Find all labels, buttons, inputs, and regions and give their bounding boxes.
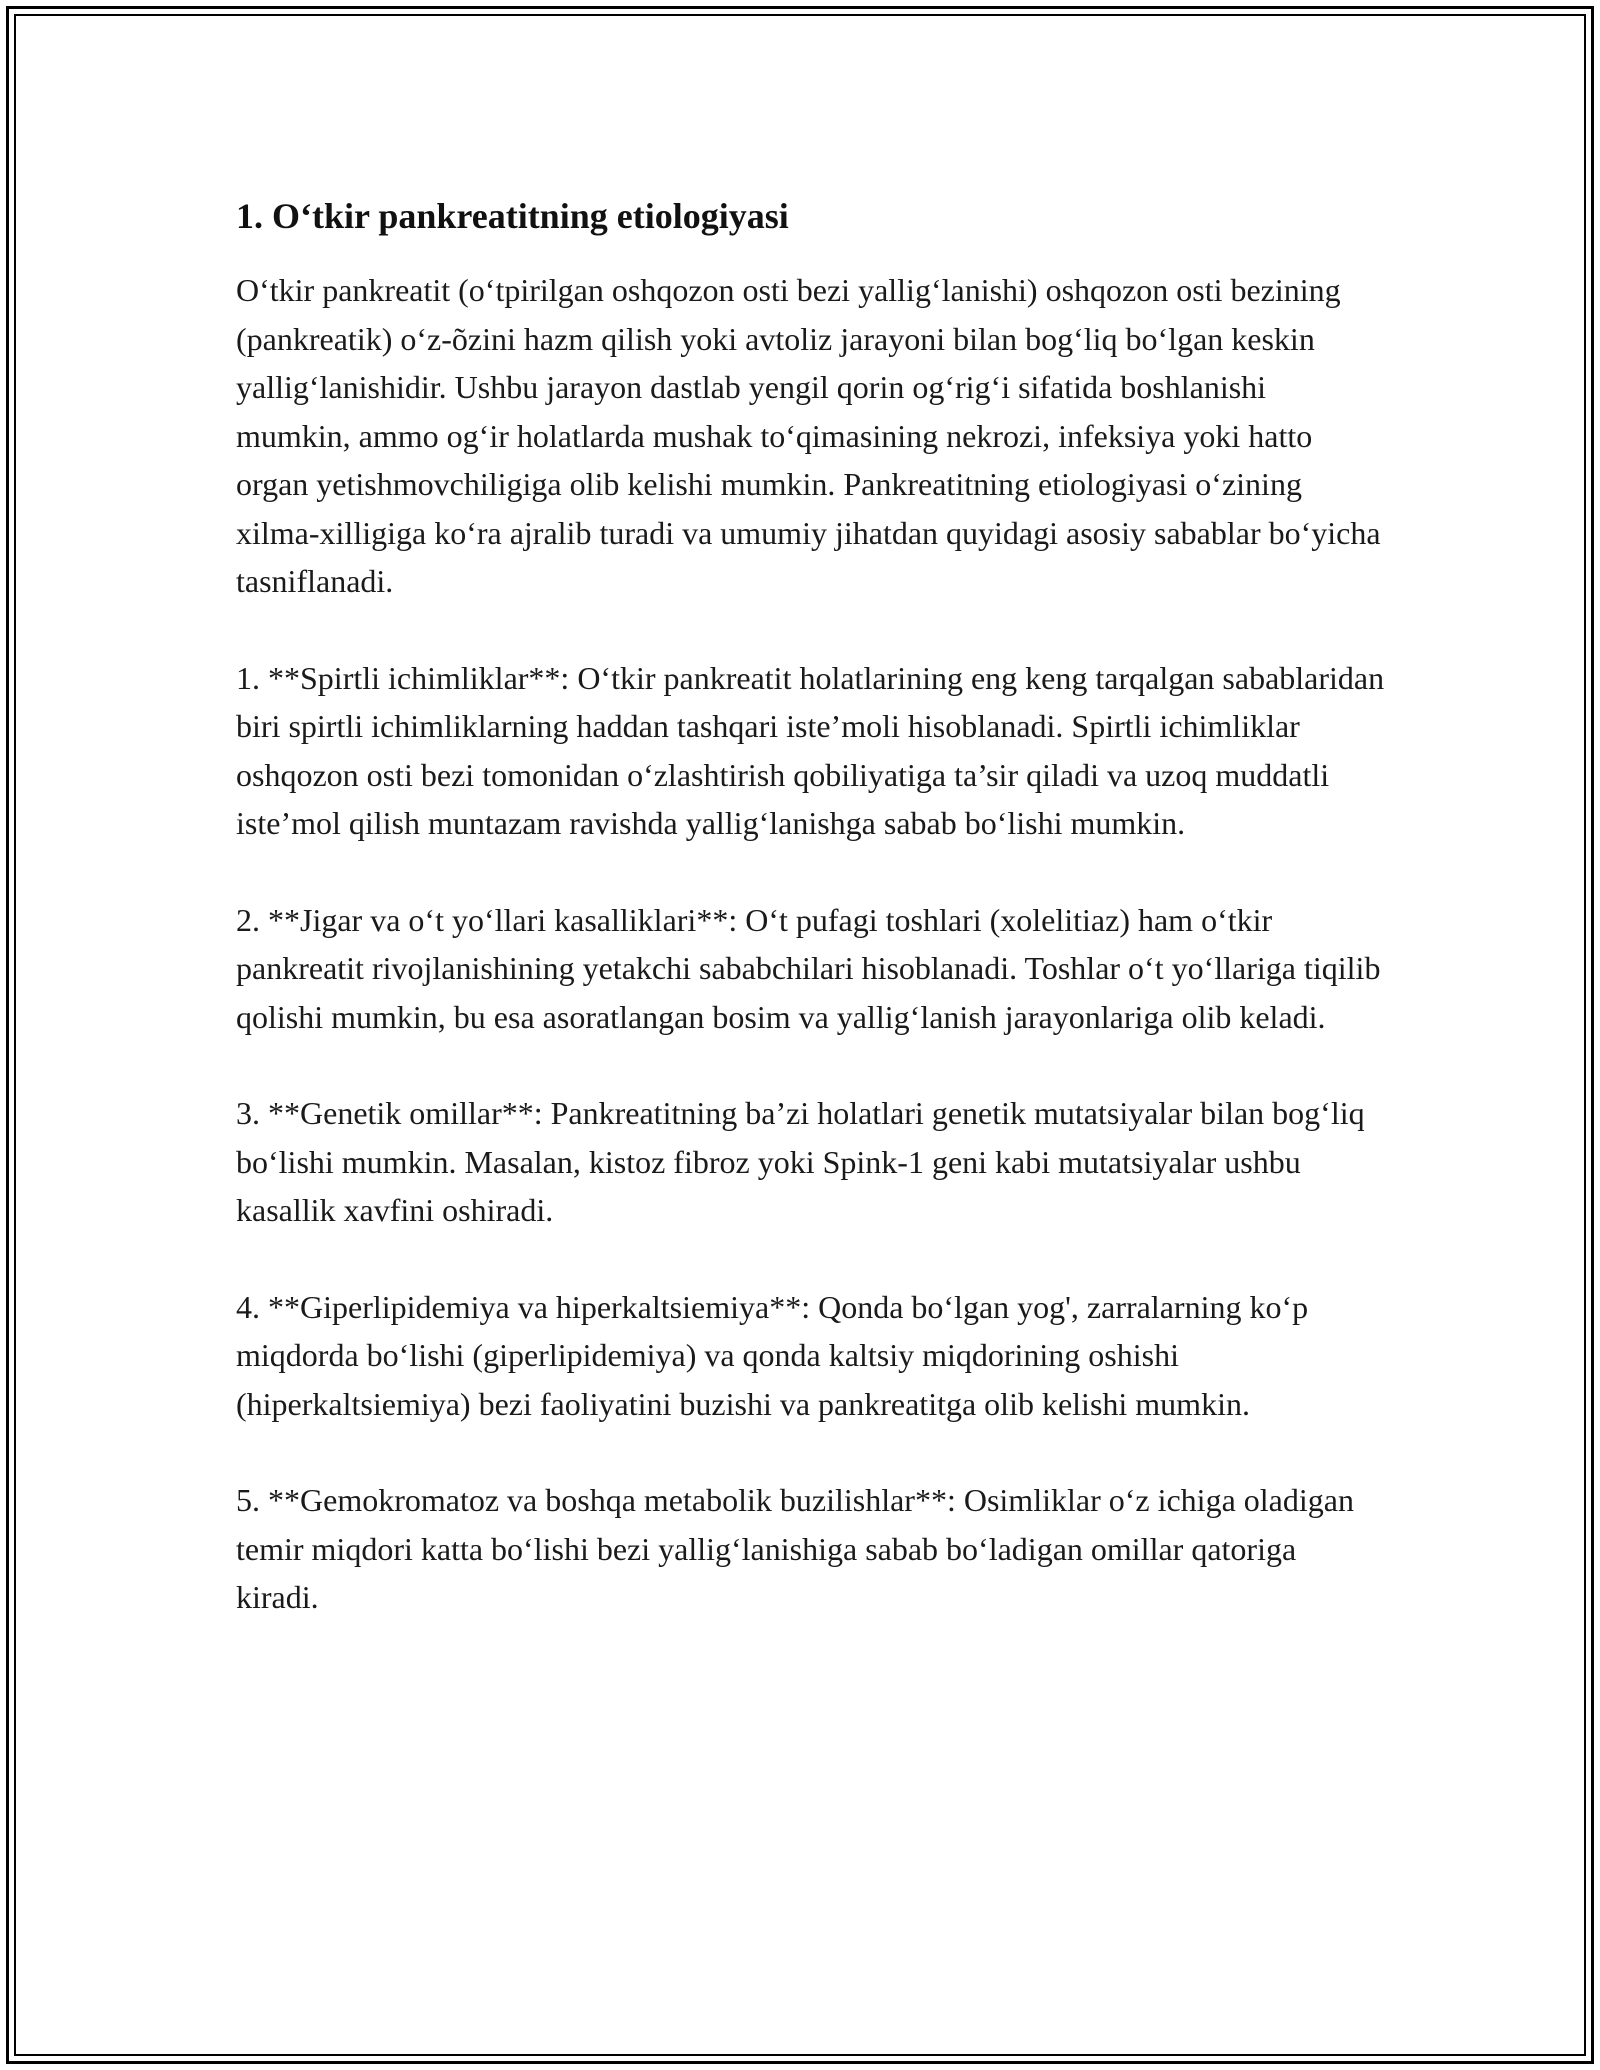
list-item-hemochromatosis: 5. **Gemokromatoz va boshqa metabolik buzilishlar**: Osimliklar o‘z ichiga oladigan temir miqdori katta bo‘lishi bezi yallig‘lanishiga sabab bo‘ladigan omillar qatoriga kiradi. bbox=[236, 1482, 1354, 1615]
section-heading: 1. O‘tkir pankreatitning etiologiyasi bbox=[236, 196, 789, 236]
list-item-alcohol: 1. **Spirtli ichimliklar**: O‘tkir pankreatit holatlarining eng keng tarqalgan sabablaridan biri spirtli ichimliklarning haddan tashqari iste’moli hisoblanadi. Spirtli ichimliklar oshqozon osti bezi tomonidan o‘zlashtirish qobiliyatiga ta’sir qiladi va uzoq muddatli iste’mol qilish muntazam ravishda yallig‘lanishga sabab bo‘lishi mumkin. bbox=[236, 659, 1385, 841]
list-item-metabolic: 4. **Giperlipidemiya va hiperkaltsiemiya**: Qonda bo‘lgan yog', zarralarning ko‘p miqdorda bo‘lishi (giperlipidemiya) va qonda kaltsiy miqdorining oshishi (hiperkaltsiemiya) bezi faoliyatini buzishi va pankreatitga olib kelishi mumkin. bbox=[236, 1288, 1309, 1422]
intro-paragraph: O‘tkir pankreatit (o‘tpirilgan oshqozon osti bezi yallig‘lanishi) oshqozon osti bezining (pankreatik) o‘z-õzini hazm qilish yoki avtoliz jarayoni bilan bog‘liq bo‘lgan keskin yallig‘lanishidir. Ushbu jarayon dastlab yengil qorin og‘rig‘i sifatida boshlanishi mumkin, ammo og‘ir holatlarda mushak to‘qimasining nekrozi, infeksiya yoki hatto organ yetishmovchiligiga olib kelishi mumkin. Pankreatitning etiologiyasi o‘zining xilma-xilligiga ko‘ra ajralib turadi va umumiy jihatdan quyidagi asosiy sabablar bo‘yicha tasniflanadi. bbox=[236, 272, 1381, 599]
list-item-genetic: 3. **Genetik omillar**: Pankreatitning ba’zi holatlari genetik mutatsiyalar bilan bog‘liq bo‘lishi mumkin. Masalan, kistoz fibroz yoki Spink-1 geni kabi mutatsiyalar ushbu kasallik xavfini oshiradi. bbox=[236, 1095, 1365, 1228]
document-body bbox=[236, 190, 1386, 1670]
list-item-biliary: 2. **Jigar va o‘t yo‘llari kasalliklari**: O‘t pufagi toshlari (xolelitiaz) ham o‘tkir pankreatit rivojlanishining yetakchi sababchilari hisoblanadi. Toshlar o‘t yo‘llariga tiqilib qolishi mumkin, bu esa asoratlangan bosim va yallig‘lanish jarayonlariga olib keladi. bbox=[236, 901, 1381, 1035]
